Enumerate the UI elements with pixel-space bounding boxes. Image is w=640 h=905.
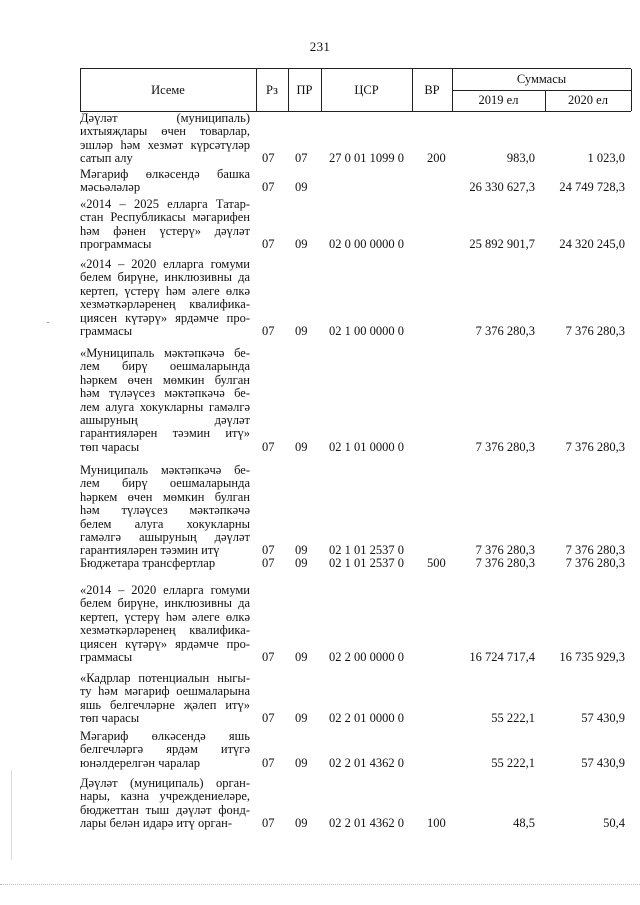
row-name-line: Бюджетара трансфертлар — [80, 556, 216, 570]
row-name — [80, 584, 250, 664]
row-name-line: һәркем өчен мөмкин булган — [80, 372, 250, 387]
cell-sum-2019: 25 892 901,7 — [469, 237, 535, 252]
cell-csr: 02 2 01 4362 0 — [329, 755, 404, 770]
cell-rz: 07 — [262, 755, 275, 770]
cell-sum-2020: 24 749 728,3 — [559, 180, 625, 195]
table-row — [80, 258, 631, 338]
cell-sum-2019: 26 330 627,3 — [469, 180, 535, 195]
cell-sum-2020: 16 735 929,3 — [559, 650, 625, 664]
cell-pr: 09 — [295, 816, 308, 831]
table-header — [80, 68, 631, 112]
column-header-sums: Суммасы — [516, 72, 567, 86]
cell-sum-2019: 7 376 280,3 — [475, 324, 535, 338]
cell-pr: 09 — [295, 556, 308, 570]
cell-csr: 02 2 00 0000 0 — [329, 650, 404, 664]
cell-csr: 02 1 01 2537 0 — [329, 543, 404, 558]
cell-rz: 07 — [262, 543, 275, 558]
cell-vr: 200 — [427, 151, 446, 166]
row-name-line: лары белән идарә итү орган- — [80, 816, 232, 831]
cell-rz: 07 — [262, 711, 275, 726]
cell-sum-2019: 983,0 — [506, 151, 535, 166]
row-name-line: циясен күтәрү» ярдәмче про- — [80, 310, 250, 325]
cell-rz: 07 — [262, 324, 275, 338]
cell-sum-2020: 7 376 280,3 — [565, 439, 625, 454]
row-name-line: төп чарасы — [80, 439, 140, 454]
cell-csr: 02 2 01 4362 0 — [329, 816, 404, 831]
row-name — [80, 557, 250, 570]
row-name — [80, 464, 250, 558]
cell-pr: 09 — [295, 180, 308, 195]
row-name-line: хезмәткәрләренең квалифика- — [80, 297, 250, 312]
row-name-line: сатып алу — [80, 151, 133, 166]
row-name-line: граммасы — [80, 649, 133, 664]
table-row — [80, 168, 631, 195]
cell-pr: 09 — [295, 324, 308, 338]
table-row — [80, 347, 631, 454]
cell-rz: 07 — [262, 439, 275, 454]
row-name — [80, 112, 250, 166]
row-name-line: «Кадрлар потенциалын ныгы- — [80, 671, 250, 685]
cell-csr: 02 1 00 0000 0 — [329, 324, 404, 338]
table-row — [80, 777, 631, 831]
cell-pr: 07 — [295, 151, 308, 166]
cell-sum-2020: 50,4 — [603, 816, 625, 831]
row-name-line: юнәлдерелгән чаралар — [80, 755, 201, 770]
scan-bottom-edge — [0, 884, 640, 886]
column-header-vr: ВР — [424, 82, 440, 97]
row-name-line: белем бирүне, инклюзивны да — [80, 596, 250, 611]
cell-rz: 07 — [262, 816, 275, 831]
column-header-name: Исеме — [151, 82, 185, 97]
row-name-line: яшь белгечләрне җәлеп итү» — [80, 697, 250, 712]
column-header-rz: Рз — [266, 82, 278, 97]
row-name-line: белем бирүне, инклюзивны да — [80, 270, 250, 285]
column-header-2020: 2020 ел — [568, 93, 608, 107]
table-row — [80, 112, 631, 166]
cell-sum-2020: 57 430,9 — [581, 755, 625, 770]
cell-sum-2019: 48,5 — [513, 816, 535, 831]
cell-rz: 07 — [262, 237, 275, 252]
row-name-line: ихтыяҗлары өчен товарлар, — [80, 124, 250, 139]
row-name-line: белем алуга хокукларны — [80, 516, 250, 531]
column-header-csr: ЦСР — [354, 82, 379, 97]
row-name-line: Мәгариф өлкәсендә башка — [80, 167, 250, 181]
row-name — [80, 730, 250, 770]
table-row — [80, 584, 631, 664]
table-row — [80, 672, 631, 726]
table-row — [80, 198, 631, 252]
table-row — [80, 464, 631, 558]
cell-csr: 27 0 01 1099 0 — [329, 151, 404, 166]
row-name-line: һәркем өчен мөмкин булган — [80, 489, 250, 504]
row-name-line: лем бирү оешмаларында — [80, 359, 250, 374]
row-name-line: һәм түләүсез мәктәпкәчә бе- — [80, 386, 250, 401]
row-name-line: кертеп, үстерү һәм әлеге өлкә — [80, 609, 250, 624]
cell-sum-2020: 24 320 245,0 — [559, 237, 625, 252]
cell-csr: 02 1 01 0000 0 — [329, 439, 404, 454]
cell-sum-2019: 7 376 280,3 — [475, 439, 535, 454]
row-name-line: белгечләргә ярдәм итүгә — [80, 742, 250, 757]
row-name — [80, 347, 250, 454]
page-number: 231 — [309, 39, 331, 54]
cell-sum-2020: 1 023,0 — [587, 151, 625, 166]
column-header-pr: ПР — [296, 82, 313, 97]
row-name — [80, 168, 250, 195]
cell-vr: 100 — [427, 816, 446, 831]
cell-pr: 09 — [295, 439, 308, 454]
table-row — [80, 730, 631, 770]
row-name-line: «2014 – 2025 елларга Татар- — [80, 197, 250, 211]
row-name-line: Дәүләт (муниципаль) орган- — [80, 776, 250, 790]
row-name-line: ту һәм мәгариф оешмаларына — [80, 684, 250, 699]
row-name-line: һәм түләүсез мәктәпкәчә — [80, 503, 250, 518]
scan-edge-mark — [11, 770, 12, 860]
row-name-line: «Муниципаль мәктәпкәчә бе- — [80, 346, 250, 360]
cell-pr: 09 — [295, 237, 308, 252]
cell-sum-2019: 55 222,1 — [491, 711, 535, 726]
cell-pr: 09 — [295, 650, 308, 664]
row-name-line: мәсьәләләр — [80, 180, 141, 195]
row-name-line: хезмәткәрләренең квалифика- — [80, 623, 250, 638]
cell-vr: 500 — [427, 556, 446, 570]
cell-sum-2020: 7 376 280,3 — [565, 556, 625, 570]
cell-sum-2020: 7 376 280,3 — [565, 543, 625, 558]
cell-rz: 07 — [262, 180, 275, 195]
row-name-line: циясен күтәрү» ярдәмче про- — [80, 636, 250, 651]
cell-rz: 07 — [262, 151, 275, 166]
row-name-line: программасы — [80, 237, 152, 252]
row-name-line: «2014 – 2020 елларга гомуми — [80, 257, 250, 271]
row-name-line: кертеп, үстерү һәм әлеге өлкә — [80, 283, 250, 298]
row-name-line: нары, казна учреждениеләре, — [80, 789, 250, 804]
scan-speck — [47, 322, 49, 323]
cell-rz: 07 — [262, 556, 275, 570]
cell-csr: 02 0 00 0000 0 — [329, 237, 404, 252]
cell-csr: 02 2 01 0000 0 — [329, 711, 404, 726]
row-name-line: бюджеттан тыш дәүләт фонд- — [80, 802, 250, 817]
row-name-line: «2014 – 2020 елларга гомуми — [80, 583, 250, 597]
row-name-line: ашыруның дәүләт — [80, 412, 250, 427]
row-name — [80, 777, 250, 831]
row-name-line: лем алуга хокукларны гамәлгә — [80, 399, 250, 414]
cell-pr: 09 — [295, 543, 308, 558]
cell-csr: 02 1 01 2537 0 — [329, 556, 404, 570]
cell-sum-2020: 7 376 280,3 — [565, 324, 625, 338]
cell-sum-2019: 16 724 717,4 — [469, 650, 535, 664]
cell-sum-2020: 57 430,9 — [581, 711, 625, 726]
row-name — [80, 672, 250, 726]
row-name-line: стан Республикасы мәгарифен — [80, 210, 250, 225]
cell-pr: 09 — [295, 711, 308, 726]
row-name-line: гарантияләрен тәэмин итү — [80, 543, 220, 558]
row-name-line: гарантияләрен тәэмин итү» — [80, 426, 250, 441]
row-name-line: Муниципаль мәктәпкәчә бе- — [80, 463, 250, 477]
cell-pr: 09 — [295, 755, 308, 770]
row-name-line: һәм фәнен үстерү» дәүләт — [80, 223, 250, 238]
row-name-line: граммасы — [80, 323, 133, 338]
cell-sum-2019: 7 376 280,3 — [475, 556, 535, 570]
row-name-line: гамәлгә ашыруның дәүләт — [80, 529, 250, 544]
row-name-line: Мәгариф өлкәсендә яшь — [80, 729, 250, 743]
cell-sum-2019: 7 376 280,3 — [475, 543, 535, 558]
cell-rz: 07 — [262, 650, 275, 664]
row-name — [80, 198, 250, 252]
row-name-line: эшләр һәм хезмәт күрсәтүләр — [80, 137, 250, 152]
cell-sum-2019: 55 222,1 — [491, 755, 535, 770]
row-name-line: төп чарасы — [80, 711, 140, 726]
column-header-2019: 2019 ел — [478, 93, 519, 107]
row-name — [80, 258, 250, 338]
row-name-line: Дәүләт (муниципаль) — [80, 111, 250, 125]
table-row — [80, 557, 631, 570]
row-name-line: лем бирү оешмаларында — [80, 476, 250, 491]
